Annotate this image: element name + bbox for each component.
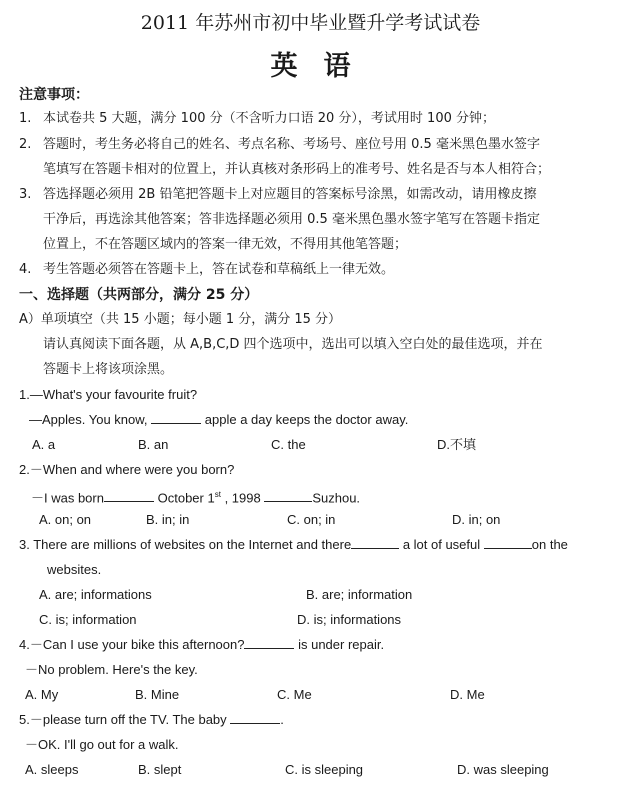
question-5-option-b: B. slept	[138, 762, 182, 777]
question-3-option-b: B. are; information	[306, 587, 413, 602]
question-3-option-d: D. is; informations	[297, 612, 402, 627]
question-1-option-c: C. the	[271, 437, 306, 452]
question-1-option-a: A. a	[32, 437, 56, 452]
part-a-heading: A）单项填空（共 15 小题；每小题 1 分，满分 15 分）	[19, 312, 342, 327]
notice-item-number: 3.	[19, 187, 32, 202]
notice-item-number: 4.	[19, 262, 32, 277]
answer-blank	[351, 536, 399, 549]
question-3-prompt-cont: websites.	[47, 562, 102, 577]
notice-item-number: 2.	[19, 137, 32, 152]
question-4-option-b: B. Mine	[135, 687, 180, 702]
notice-heading: 注意事项：	[19, 87, 89, 103]
question-2-option-c: C. on; in	[287, 512, 336, 527]
section-heading: 一、选择题（共两部分，满分 25 分）	[19, 287, 259, 303]
question-2-option-b: B. in; in	[146, 512, 190, 527]
answer-blank	[230, 711, 280, 724]
instructions-line: 请认真阅读下面各题，从 A,B,C,D 四个选项中，选出可以填入空白处的最佳选项，并在	[43, 337, 543, 352]
notice-item-3-line: 答选择题必须用 2B 铅笔把答题卡上对应题目的答案标号涂黑，如需改动，请用橡皮擦	[43, 187, 537, 202]
question-2-prompt: 2.－When and where were you born?	[19, 462, 235, 477]
answer-blank	[244, 636, 294, 649]
notice-item-2-line: 笔填写在答题卡相对的位置上，并认真核对条形码上的准考号、姓名是否与本人相符合；	[43, 162, 551, 177]
notice-item-1-line: 本试卷共 5 大题，满分 100 分（不含听力口语 20 分），考试用时 100 分钟；	[43, 111, 495, 126]
question-3-prompt: 3. There are millions of websites on the Internet and there a lot of useful on the	[19, 537, 568, 552]
question-5-option-a: A. sleeps	[25, 762, 79, 777]
exam-subject: 英语	[270, 51, 377, 82]
question-5-reply: －OK. I'll go out for a walk.	[25, 737, 179, 752]
question-5-option-d: D. was sleeping	[457, 762, 549, 777]
instructions-line: 答题卡上将该项涂黑。	[43, 362, 174, 377]
question-4-prompt: 4.－Can I use your bike this afternoon? is under repair.	[19, 637, 385, 652]
question-4-reply: －No problem. Here's the key.	[25, 662, 198, 677]
question-4-option-d: D. Me	[450, 687, 485, 702]
question-1-option-b: B. an	[138, 437, 169, 452]
answer-blank	[484, 536, 532, 549]
notice-item-4-line: 考生答题必须答在答题卡上，答在试卷和草稿纸上一律无效。	[43, 262, 395, 277]
question-4-option-c: C. Me	[277, 687, 312, 702]
question-4-option-a: A. My	[25, 687, 59, 702]
question-3-option-c: C. is; information	[39, 612, 137, 627]
notice-item-number: 1.	[19, 111, 32, 126]
answer-blank	[264, 489, 312, 502]
question-2-option-a: A. on; on	[39, 512, 92, 527]
notice-item-3-line: 干净后，再选涂其他答案；答非选择题必须用 0.5 毫米黑色墨水签字笔写在答题卡指定	[43, 212, 540, 227]
exam-title: 2011 年苏州市初中毕业暨升学考试试卷	[140, 12, 481, 34]
question-2-reply: －I was born October 1st , 1998 Suzhou.	[31, 490, 361, 506]
question-5-option-c: C. is sleeping	[285, 762, 364, 777]
question-3-option-a: A. are; informations	[39, 587, 152, 602]
answer-blank	[104, 489, 154, 502]
answer-blank	[151, 411, 201, 424]
question-1-option-d: D.不填	[437, 437, 477, 452]
notice-item-3-line: 位置上，不在答题区域内的答案一律无效，不得用其他笔答题；	[43, 237, 408, 252]
question-1-reply: —Apples. You know, apple a day keeps the doctor away.	[29, 412, 409, 427]
question-2-option-d: D. in; on	[452, 512, 501, 527]
question-1-prompt: 1.—What's your favourite fruit?	[19, 387, 198, 402]
notice-item-2-line: 答题时，考生务必将自己的姓名、考点名称、考场号、座位号用 0.5 毫米黑色墨水签字	[43, 137, 540, 152]
question-5-prompt: 5.－please turn off the TV. The baby .	[19, 712, 284, 727]
